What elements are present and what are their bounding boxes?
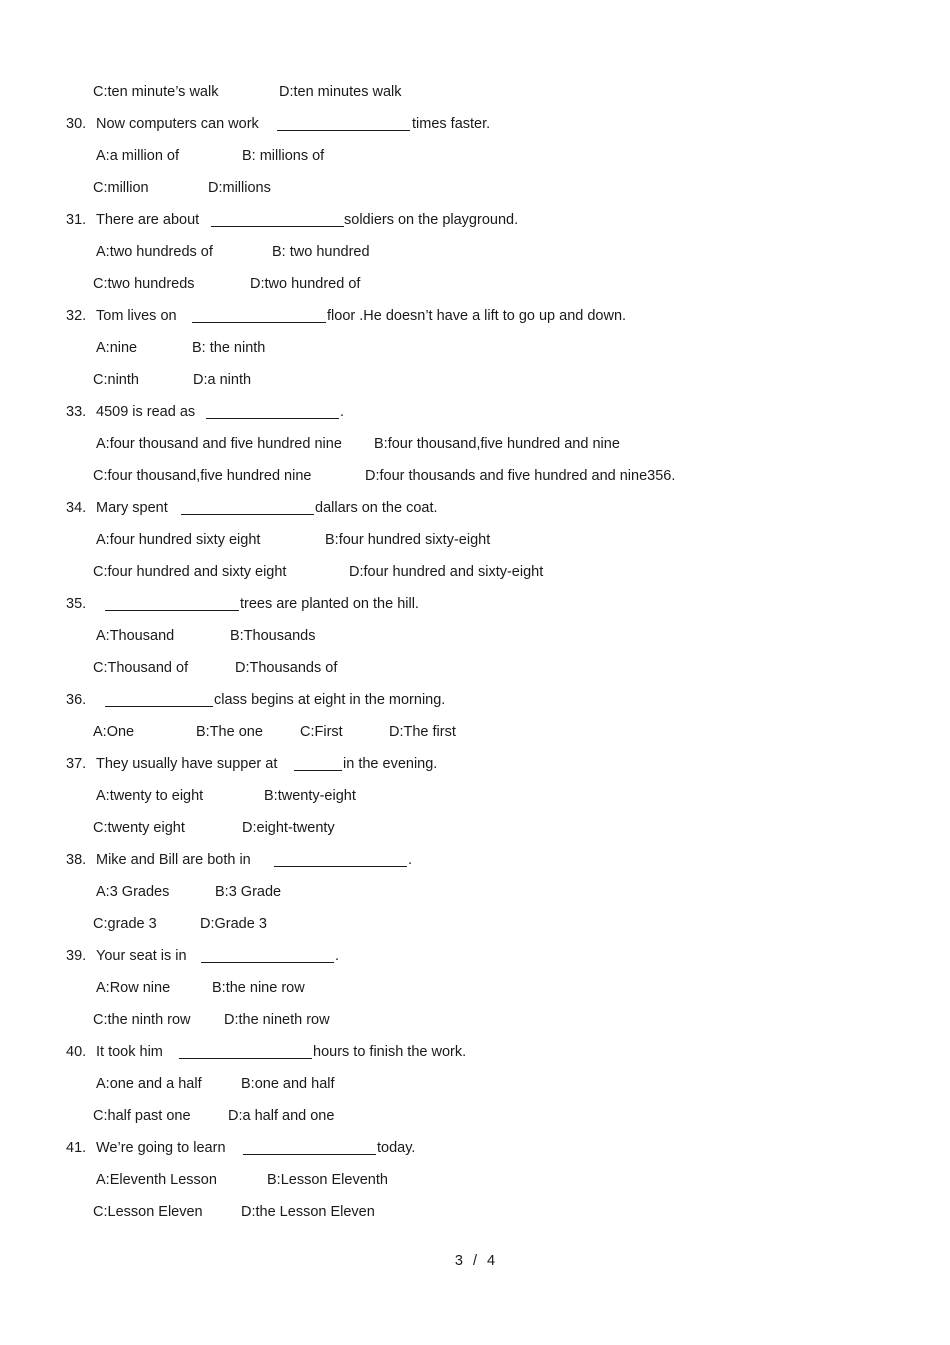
q31-option-d: D:two hundred of bbox=[250, 276, 361, 292]
q34-blank bbox=[181, 500, 314, 515]
q31-stem-end: soldiers on the playground. bbox=[344, 212, 519, 228]
q33-option-b: B:four thousand,five hundred and nine bbox=[374, 436, 620, 452]
q37-stem-end: in the evening. bbox=[343, 756, 438, 772]
q39-stem-end: . bbox=[335, 948, 340, 964]
q32-option-c: C:ninth bbox=[93, 372, 139, 388]
q31-number: 31. bbox=[66, 212, 87, 228]
q40-number: 40. bbox=[66, 1044, 87, 1060]
q36-option-d: D:The first bbox=[389, 724, 456, 740]
q34-option-c: C:four hundred and sixty eight bbox=[93, 564, 287, 580]
q32-option-d: D:a ninth bbox=[193, 372, 252, 388]
q33-option-c: C:four thousand,five hundred nine bbox=[93, 468, 312, 484]
q39-blank bbox=[201, 948, 334, 963]
q39-number: 39. bbox=[66, 948, 87, 964]
q41-stem: We’re going to learn bbox=[96, 1140, 226, 1156]
q38-stem-end: . bbox=[408, 852, 413, 868]
q37-option-b: B:twenty-eight bbox=[264, 788, 356, 804]
q33-stem: 4509 is read as bbox=[96, 404, 196, 420]
q39-option-c: C:the ninth row bbox=[93, 1012, 191, 1028]
q41-stem-end: today. bbox=[377, 1140, 416, 1156]
q37-option-d: D:eight-twenty bbox=[242, 820, 335, 836]
q34-option-d: D:four hundred and sixty-eight bbox=[349, 564, 544, 580]
q41-option-d: D:the Lesson Eleven bbox=[241, 1204, 375, 1220]
q35-number: 35. bbox=[66, 596, 87, 612]
q30-option-d: D:millions bbox=[208, 180, 271, 196]
q38-option-d: D:Grade 3 bbox=[200, 916, 267, 932]
page-separator: / bbox=[472, 1253, 478, 1269]
q39-stem: Your seat is in bbox=[96, 948, 187, 964]
q33-option-a: A:four thousand and five hundred nine bbox=[96, 436, 342, 452]
q40-option-d: D:a half and one bbox=[228, 1108, 335, 1124]
q38-option-b: B:3 Grade bbox=[215, 884, 282, 900]
q36-blank bbox=[105, 692, 213, 707]
q36-stem-end: class begins at eight in the morning. bbox=[214, 692, 446, 708]
q37-option-c: C:twenty eight bbox=[93, 820, 185, 836]
q30-blank bbox=[277, 116, 410, 131]
q41-option-a: A:Eleventh Lesson bbox=[96, 1172, 217, 1188]
q35-blank bbox=[105, 596, 239, 611]
q31-option-c: C:two hundreds bbox=[93, 276, 195, 292]
q30-option-c: C:million bbox=[93, 180, 149, 196]
q32-blank bbox=[192, 308, 326, 323]
q40-stem-end: hours to finish the work. bbox=[313, 1044, 467, 1060]
page-current: 3 bbox=[454, 1253, 463, 1269]
q32-option-a: A:nine bbox=[96, 340, 138, 356]
q34-stem: Mary spent bbox=[96, 500, 168, 516]
q40-option-a: A:one and a half bbox=[96, 1076, 202, 1092]
q40-blank bbox=[179, 1044, 312, 1059]
q41-option-b: B:Lesson Eleventh bbox=[267, 1172, 388, 1188]
q33-blank bbox=[206, 404, 339, 419]
q31-stem: There are about bbox=[96, 212, 200, 228]
q41-blank bbox=[243, 1140, 376, 1155]
q40-option-b: B:one and half bbox=[241, 1076, 335, 1092]
q31-blank bbox=[211, 212, 344, 227]
q34-number: 34. bbox=[66, 500, 87, 516]
q38-stem: Mike and Bill are both in bbox=[96, 852, 251, 868]
q29-option-d: D:ten minutes walk bbox=[279, 84, 402, 100]
q34-option-b: B:four hundred sixty-eight bbox=[325, 532, 491, 548]
q33-option-d: D:four thousands and five hundred and nine356. bbox=[365, 468, 676, 484]
q41-number: 41. bbox=[66, 1140, 87, 1156]
q30-stem-end: times faster. bbox=[412, 116, 491, 132]
q35-stem-end: trees are planted on the hill. bbox=[240, 596, 419, 612]
q32-number: 32. bbox=[66, 308, 87, 324]
q36-option-c: C:First bbox=[300, 724, 343, 740]
q32-stem-end: floor .He doesn’t have a lift to go up and down. bbox=[327, 308, 627, 324]
q35-option-a: A:Thousand bbox=[96, 628, 175, 644]
q36-option-b: B:The one bbox=[196, 724, 263, 740]
q30-number: 30. bbox=[66, 116, 87, 132]
q39-option-a: A:Row nine bbox=[96, 980, 171, 996]
q41-option-c: C:Lesson Eleven bbox=[93, 1204, 203, 1220]
q30-stem: Now computers can work bbox=[96, 116, 259, 132]
q30-option-a: A:a million of bbox=[96, 148, 180, 164]
q33-stem-end: . bbox=[340, 404, 345, 420]
q38-number: 38. bbox=[66, 852, 87, 868]
q33-number: 33. bbox=[66, 404, 87, 420]
q32-stem: Tom lives on bbox=[96, 308, 177, 324]
q37-stem: They usually have supper at bbox=[96, 756, 278, 772]
q30-option-b: B: millions of bbox=[242, 148, 325, 164]
q32-option-b: B: the ninth bbox=[192, 340, 266, 356]
q29-option-c: C:ten minute’s walk bbox=[93, 84, 219, 100]
q38-option-a: A:3 Grades bbox=[96, 884, 170, 900]
q35-option-c: C:Thousand of bbox=[93, 660, 189, 676]
q39-option-b: B:the nine row bbox=[212, 980, 305, 996]
q36-option-a: A:One bbox=[93, 724, 135, 740]
q31-option-b: B: two hundred bbox=[272, 244, 370, 260]
q37-blank bbox=[294, 756, 342, 771]
q37-number: 37. bbox=[66, 756, 87, 772]
page-total: 4 bbox=[487, 1253, 496, 1269]
q40-option-c: C:half past one bbox=[93, 1108, 191, 1124]
page-number bbox=[0, 1252, 950, 1270]
q38-option-c: C:grade 3 bbox=[93, 916, 157, 932]
q35-option-b: B:Thousands bbox=[230, 628, 316, 644]
q34-stem-end: dallars on the coat. bbox=[315, 500, 438, 516]
q37-option-a: A:twenty to eight bbox=[96, 788, 204, 804]
q40-stem: It took him bbox=[96, 1044, 163, 1060]
q39-option-d: D:the nineth row bbox=[224, 1012, 330, 1028]
q36-number: 36. bbox=[66, 692, 87, 708]
q35-option-d: D:Thousands of bbox=[235, 660, 338, 676]
q31-option-a: A:two hundreds of bbox=[96, 244, 213, 260]
q34-option-a: A:four hundred sixty eight bbox=[96, 532, 261, 548]
q38-blank bbox=[274, 852, 407, 867]
